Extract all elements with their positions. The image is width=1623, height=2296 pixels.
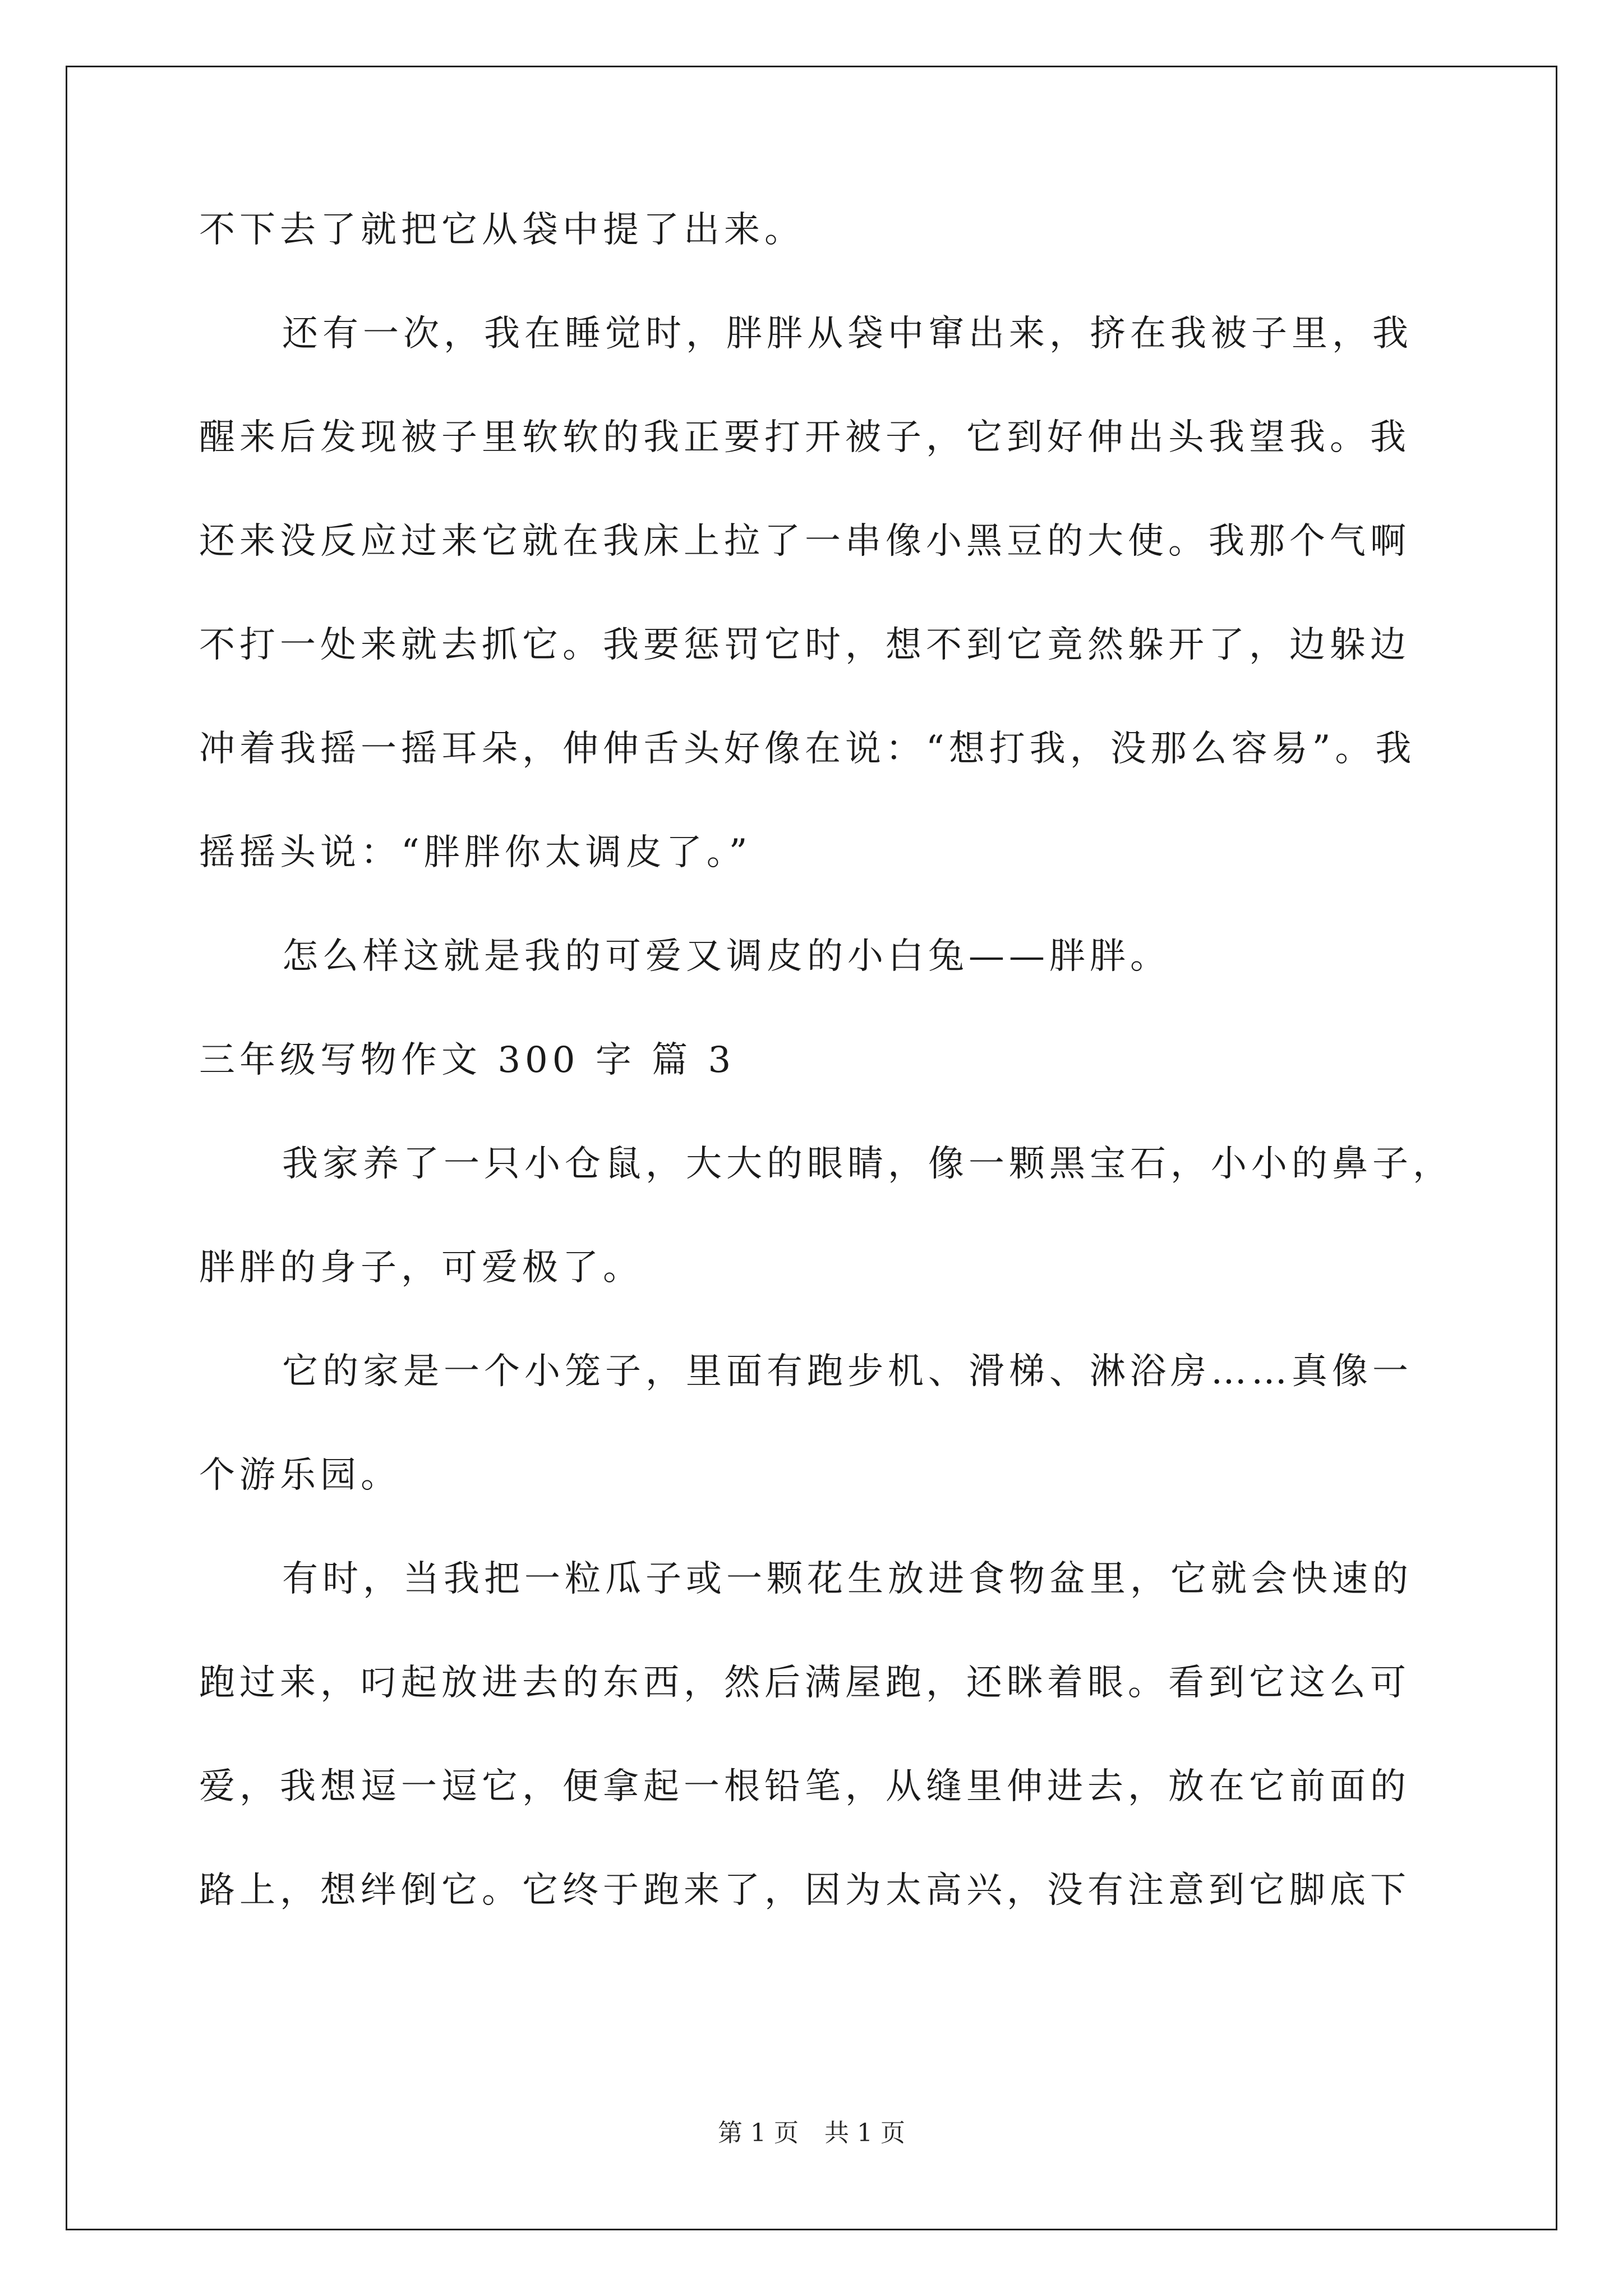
text-line: 它的家是一个小笼子，里面有跑步机、滑梯、淋浴房……真像一 xyxy=(282,1351,1413,1392)
text-line: 醒来后发现被子里软软的我正要打开被子，它到好伸出头我望我。我 xyxy=(199,417,1410,458)
page-total: 共 1 页 xyxy=(824,2119,905,2147)
text-line: 怎么样这就是我的可爱又调皮的小白兔——胖胖。 xyxy=(282,936,1170,977)
text-line: 不打一处来就去抓它。我要惩罚它时，想不到它竟然躲开了，边躲边 xyxy=(199,624,1410,666)
page-number: 第 1 页 xyxy=(718,2119,799,2147)
section-heading: 三年级写物作文 300 字 篇 3 xyxy=(199,1039,736,1081)
text-line: 不下去了就把它从袋中提了出来。 xyxy=(199,209,805,251)
text-line: 我家养了一只小仓鼠，大大的眼睛，像一颗黑宝石，小小的鼻子， xyxy=(282,1143,1453,1185)
text-line: 冲着我摇一摇耳朵，伸伸舌头好像在说：“想打我，没那么容易”。我 xyxy=(199,728,1416,770)
page-footer xyxy=(0,2118,1623,2149)
text-line: 胖胖的身子，可爱极了。 xyxy=(199,1247,643,1289)
text-line: 有时，当我把一粒瓜子或一颗花生放进食物盆里，它就会快速的 xyxy=(282,1558,1413,1600)
text-line: 还来没反应过来它就在我床上拉了一串像小黑豆的大使。我那个气啊 xyxy=(199,521,1410,562)
text-line: 爱，我想逗一逗它，便拿起一根铅笔，从缝里伸进去，放在它前面的 xyxy=(199,1766,1410,1807)
text-line: 路上，想绊倒它。它终于跑来了，因为太高兴，没有注意到它脚底下 xyxy=(199,1870,1410,1911)
text-line: 个游乐园。 xyxy=(199,1455,401,1496)
text-line: 摇摇头说：“胖胖你太调皮了。” xyxy=(199,832,752,873)
text-line: 跑过来，叼起放进去的东西，然后满屋跑，还眯着眼。看到它这么可 xyxy=(199,1662,1410,1704)
text-line: 还有一次，我在睡觉时，胖胖从袋中窜出来，挤在我被子里，我 xyxy=(282,313,1413,355)
